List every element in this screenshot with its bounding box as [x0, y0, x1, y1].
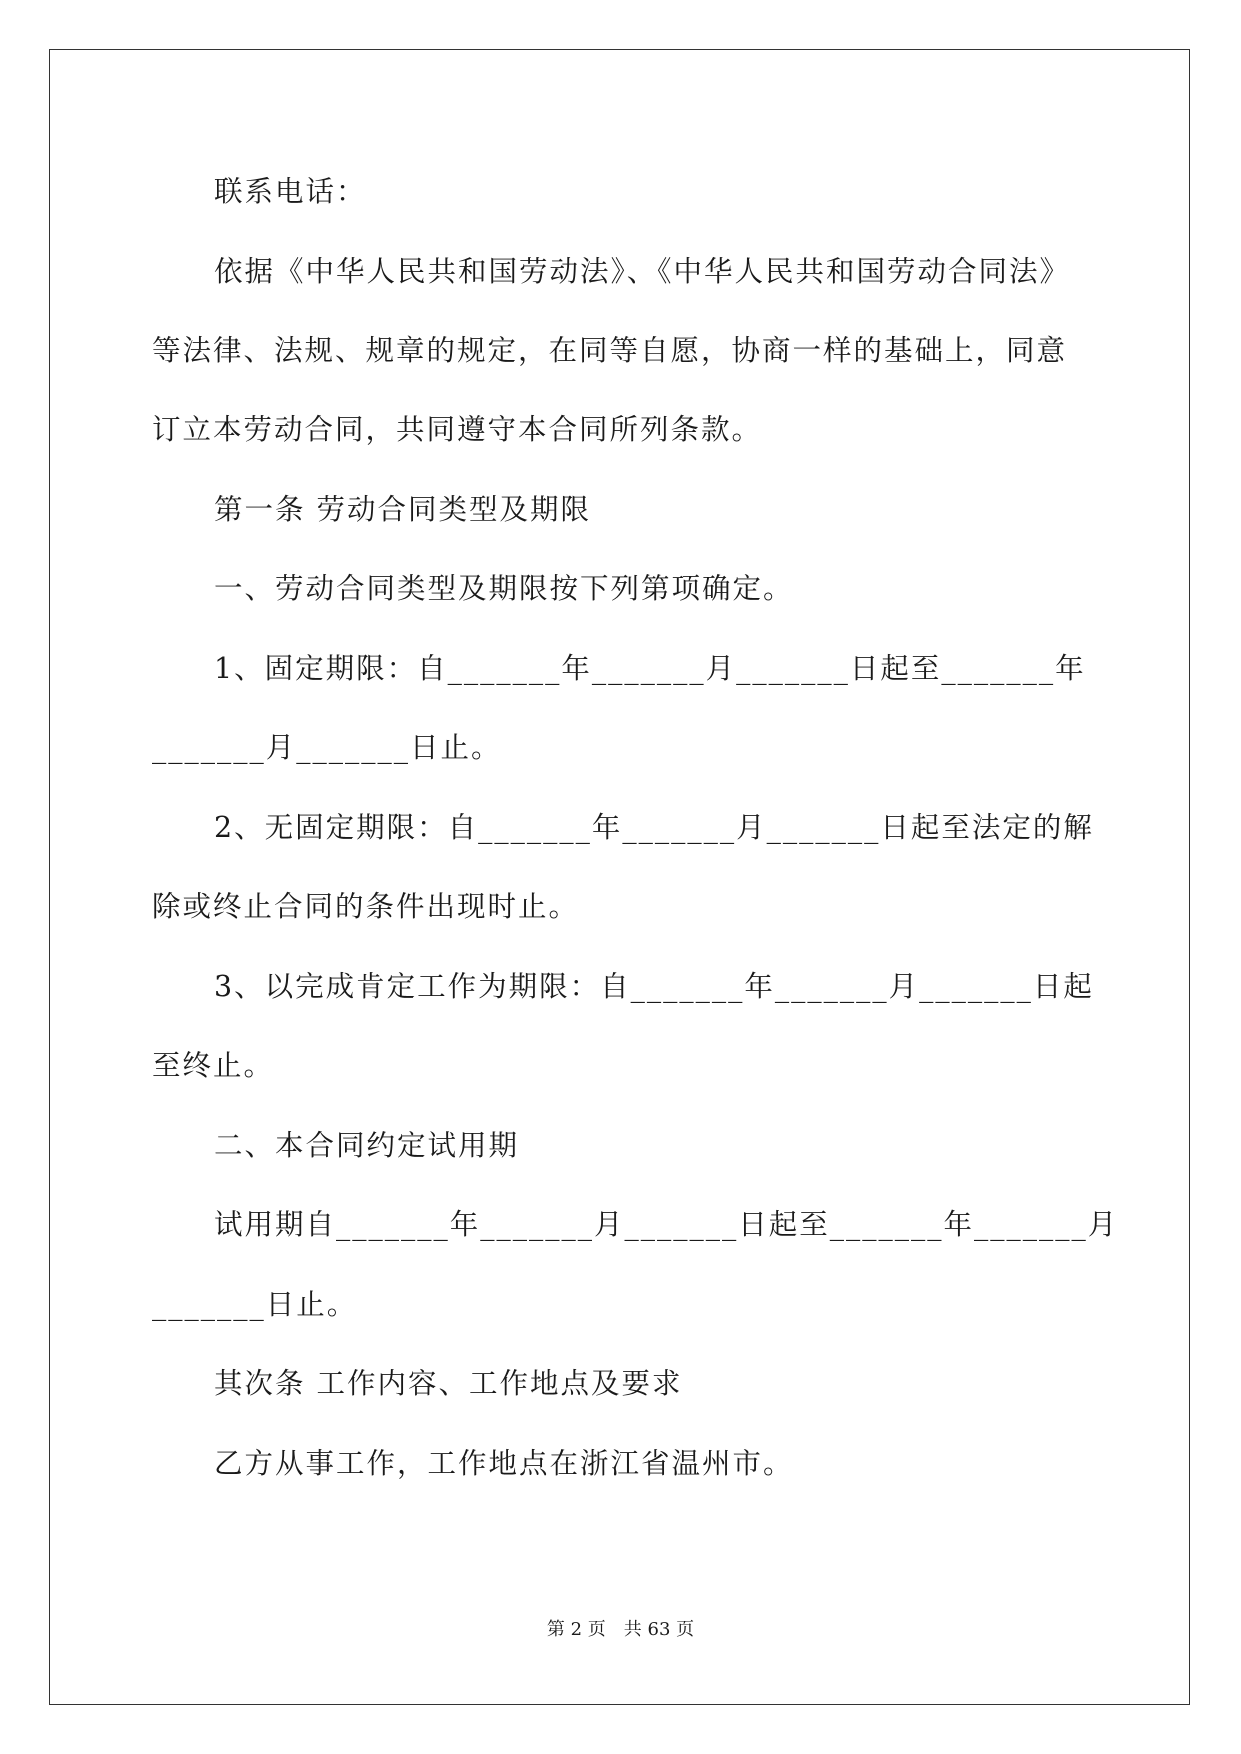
paragraph-line: 一、劳动合同类型及期限按下列第项确定。 — [214, 572, 794, 605]
paragraph-line: 2、无固定期限：自_______年_______月_______日起至法定的解 — [214, 811, 1094, 844]
page-number-footer: 第 2 页 共 63 页 — [546, 1619, 695, 1640]
article-heading: 第一条 劳动合同类型及期限 — [214, 493, 592, 526]
contact-phone-line: 联系电话： — [214, 175, 367, 208]
section-heading: 二、本合同约定试用期 — [214, 1129, 520, 1162]
paragraph-line: 等法律、法规、规章的规定，在同等自愿，协商一样的基础上，同意 — [152, 334, 1068, 367]
paragraph-line: 试用期自_______年_______月_______日起至_______年_______月 — [214, 1208, 1119, 1241]
article-heading: 其次条 工作内容、工作地点及要求 — [214, 1367, 683, 1400]
paragraph-line: 订立本劳动合同，共同遵守本合同所列条款。 — [152, 413, 763, 446]
paragraph-line: 除或终止合同的条件出现时止。 — [152, 890, 580, 923]
paragraph-line: 乙方从事工作，工作地点在浙江省温州市。 — [214, 1447, 794, 1480]
paragraph-line: 依据《中华人民共和国劳动法》、《中华人民共和国劳动合同法》 — [214, 255, 1071, 288]
paragraph-line: 至终止。 — [152, 1049, 275, 1082]
paragraph-line: _______月_______日止。 — [152, 731, 502, 764]
paragraph-line: 1、固定期限：自_______年_______月_______日起至_______年 — [214, 652, 1086, 685]
paragraph-line: _______日止。 — [152, 1288, 358, 1321]
paragraph-line: 3、以完成肯定工作为期限：自_______年_______月_______日起 — [214, 970, 1094, 1003]
